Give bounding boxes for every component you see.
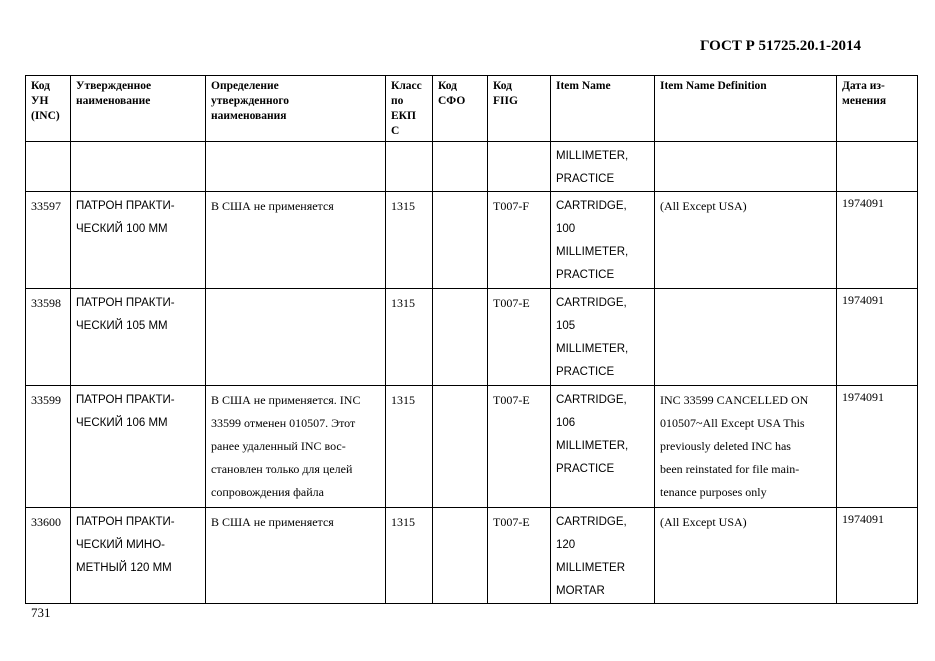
header-line: ЕКП: [391, 110, 416, 122]
cell-line: been reinstated for file main-: [660, 462, 800, 476]
cell-line: MORTAR: [556, 585, 605, 597]
item-name-cell: [551, 289, 655, 386]
cell-line: В США не применяется. INC: [211, 393, 361, 407]
col-header-class: [386, 76, 433, 142]
cell-line: ЧЕСКИЙ 105 ММ: [76, 320, 168, 332]
document-code: ГОСТ Р 51725.20.1-2014: [700, 38, 862, 54]
header-line: FIIG: [493, 95, 518, 107]
cell-line: 100: [556, 223, 576, 235]
header-line: УН: [31, 95, 49, 107]
cell-line: CARTRIDGE,: [556, 297, 627, 309]
table-row: [26, 142, 918, 192]
header-line: Определение: [211, 80, 279, 92]
class-cell: 1315: [386, 289, 433, 386]
change-date-cell: 1974091: [837, 386, 918, 508]
approved-name-cell: [71, 289, 206, 386]
header-line: утвержденного: [211, 95, 290, 107]
cell-line: CARTRIDGE,: [556, 200, 627, 212]
class-cell: 1315: [386, 508, 433, 604]
cell-line: MILLIMETER,: [556, 343, 629, 355]
class-cell: [386, 142, 433, 192]
table-row: [26, 386, 918, 508]
item-name-cell: [551, 386, 655, 508]
item-name-cell: [551, 142, 655, 192]
fiig-cell: T007-E: [488, 386, 551, 508]
cell-line: ПАТРОН ПРАКТИ-: [76, 200, 175, 212]
cell-line: CARTRIDGE,: [556, 394, 627, 406]
table-row: [26, 508, 918, 604]
item-name-cell: [551, 508, 655, 604]
col-header-item-name-definition: [655, 76, 837, 142]
fiig-cell: T007-F: [488, 192, 551, 289]
cell-line: МЕТНЫЙ 120 ММ: [76, 562, 172, 574]
code-cell: 33600: [26, 508, 71, 604]
sfo-cell: [433, 289, 488, 386]
cell-line: (All Except USA): [660, 515, 747, 529]
approved-name-cell: [71, 142, 206, 192]
class-cell: 1315: [386, 386, 433, 508]
code-cell: 33599: [26, 386, 71, 508]
cell-line: ПАТРОН ПРАКТИ-: [76, 297, 175, 309]
col-header-definition: [206, 76, 386, 142]
code-cell: 33598: [26, 289, 71, 386]
item-name-definition-cell: [655, 508, 837, 604]
cell-line: ПАТРОН ПРАКТИ-: [76, 394, 175, 406]
fiig-cell: T007-E: [488, 508, 551, 604]
header-line: С: [391, 125, 400, 137]
header-line: СФО: [438, 95, 466, 107]
definition-cell: [206, 289, 386, 386]
table-row: [26, 192, 918, 289]
cell-line: (All Except USA): [660, 199, 747, 213]
cell-line: ПАТРОН ПРАКТИ-: [76, 516, 175, 528]
item-name-cell: [551, 192, 655, 289]
cell-line: 106: [556, 417, 576, 429]
cell-line: ЧЕСКИЙ МИНО-: [76, 539, 165, 551]
cell-line: ЧЕСКИЙ 106 ММ: [76, 417, 168, 429]
definition-cell: [206, 142, 386, 192]
col-header-approved-name: [71, 76, 206, 142]
table-row: [26, 289, 918, 386]
cell-line: PRACTICE: [556, 269, 615, 281]
cell-line: MILLIMETER,: [556, 440, 629, 452]
cell-line: tenance purposes only: [660, 485, 767, 499]
approved-name-cell: [71, 192, 206, 289]
sfo-cell: [433, 142, 488, 192]
code-cell: [26, 142, 71, 192]
item-name-definition-cell: [655, 192, 837, 289]
definition-cell: [206, 192, 386, 289]
header-row: [26, 76, 918, 142]
item-name-table: [25, 75, 918, 604]
cell-line: CARTRIDGE,: [556, 516, 627, 528]
cell-line: MILLIMETER,: [556, 150, 629, 162]
cell-line: ранее удаленный INC вос-: [211, 439, 346, 453]
cell-line: 010507~All Except USA This: [660, 416, 805, 430]
sfo-cell: [433, 508, 488, 604]
definition-cell: [206, 386, 386, 508]
col-header-item-name: [551, 76, 655, 142]
header-line: по: [391, 95, 404, 107]
cell-line: 105: [556, 320, 576, 332]
definition-cell: [206, 508, 386, 604]
header-line: Код: [31, 80, 51, 92]
header-line: Item Name: [556, 80, 611, 92]
col-header-sfo: [433, 76, 488, 142]
item-name-definition-cell: [655, 142, 837, 192]
col-header-fiig: [488, 76, 551, 142]
header-line: (INC): [31, 110, 60, 122]
header-line: менения: [842, 95, 887, 107]
cell-line: 120: [556, 539, 576, 551]
col-header-code: [26, 76, 71, 142]
header-line: Класс: [391, 80, 422, 92]
change-date-cell: 1974091: [837, 508, 918, 604]
cell-line: previously deleted INC has: [660, 439, 791, 453]
cell-line: PRACTICE: [556, 173, 615, 185]
item-name-definition-cell: [655, 386, 837, 508]
cell-line: MILLIMETER: [556, 562, 626, 574]
header-line: Код: [493, 80, 513, 92]
cell-line: становлен только для целей: [211, 462, 353, 476]
header-line: наименования: [211, 110, 287, 122]
class-cell: 1315: [386, 192, 433, 289]
cell-line: INC 33599 CANCELLED ON: [660, 393, 809, 407]
fiig-cell: [488, 142, 551, 192]
col-header-change-date: [837, 76, 918, 142]
change-date-cell: 1974091: [837, 192, 918, 289]
cell-line: ЧЕСКИЙ 100 ММ: [76, 223, 168, 235]
cell-line: 33599 отменен 010507. Этот: [211, 416, 356, 430]
header-line: Код: [438, 80, 458, 92]
cell-line: В США не применяется: [211, 199, 334, 213]
header-line: Утвержденное: [76, 80, 152, 92]
sfo-cell: [433, 192, 488, 289]
header-line: Item Name Definition: [660, 80, 767, 92]
code-cell: 33597: [26, 192, 71, 289]
fiig-cell: T007-E: [488, 289, 551, 386]
header-line: наименование: [76, 95, 151, 107]
change-date-cell: 1974091: [837, 289, 918, 386]
cell-line: PRACTICE: [556, 366, 615, 378]
cell-line: MILLIMETER,: [556, 246, 629, 258]
approved-name-cell: [71, 386, 206, 508]
change-date-cell: [837, 142, 918, 192]
approved-name-cell: [71, 508, 206, 604]
cell-line: PRACTICE: [556, 463, 615, 475]
cell-line: В США не применяется: [211, 515, 334, 529]
sfo-cell: [433, 386, 488, 508]
cell-line: сопровождения файла: [211, 485, 324, 499]
header-line: Дата из-: [842, 80, 885, 92]
page-number: 731: [31, 605, 51, 620]
item-name-definition-cell: [655, 289, 837, 386]
